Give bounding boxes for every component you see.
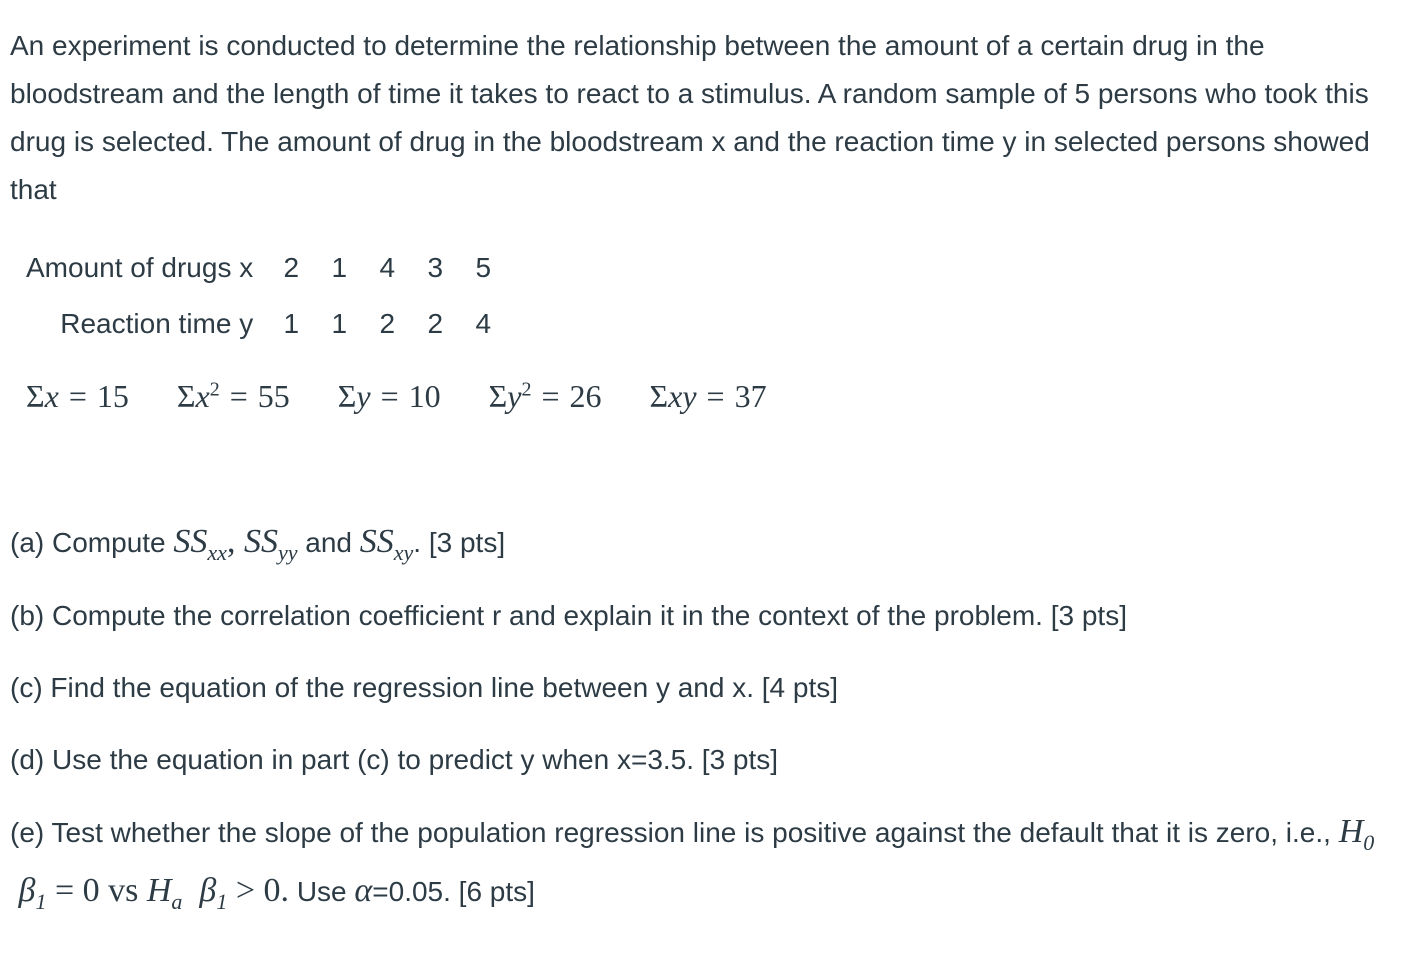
- question-a-suffix: . [3 pts]: [413, 527, 506, 558]
- question-e-use: Use: [289, 875, 355, 907]
- question-e-text: (e) Test whether the slope of the population regression line is positive against the default that it is zero, i.e.,: [10, 817, 1339, 848]
- question-c: (c) Find the equation of the regression line between y and x. [4 pts]: [10, 672, 839, 703]
- sum-x-value: 15: [96, 378, 129, 414]
- question-e-vs: vs: [99, 871, 147, 909]
- alt-hypothesis-formula: $H_a$ $\beta_1 > 0$.: [146, 871, 290, 914]
- alpha-symbol: α: [354, 871, 373, 909]
- data-table: [20, 240, 507, 352]
- table-cell: 4: [379, 252, 396, 283]
- table-cell: 1: [331, 252, 348, 283]
- ss-xx-formula: $SS_{xx}$, $SS_{yy}$: [173, 523, 298, 565]
- table-cell: 1: [331, 308, 348, 339]
- table-cell: 3: [427, 252, 444, 283]
- sum-x-squared: $\Sigma x^2 = 55$: [176, 378, 290, 414]
- question-b: (b) Compute the correlation coefficient r and explain it in the context of the problem. [3 pts]: [10, 600, 1127, 631]
- table-cell: 2: [283, 252, 300, 283]
- sum-y: Σy = 10: [337, 378, 441, 414]
- sum-x-squared-value: 55: [257, 378, 290, 414]
- sum-xy-value: 37: [734, 378, 767, 414]
- table-cell: 2: [427, 308, 444, 339]
- ss-xy-formula: $SS_{xy}$: [359, 523, 414, 565]
- table-cell: 2: [379, 308, 396, 339]
- table-cell: 1: [283, 308, 300, 339]
- question-a: [10, 518, 1400, 577]
- question-d: (d) Use the equation in part (c) to predict y when x=3.5. [3 pts]: [10, 744, 779, 775]
- sum-y-squared-value: 26: [569, 378, 602, 414]
- table-row-y: [20, 296, 507, 352]
- null-hypothesis-formula: $H_0$ $\beta_1 = 0$: [10, 813, 1375, 914]
- sum-y-value: 10: [408, 378, 441, 414]
- table-row-x: [20, 240, 507, 296]
- sum-y-squared: $\Sigma y^2 = 26$: [488, 378, 602, 414]
- question-a-and: and: [297, 527, 360, 558]
- row-label-y: Reaction time y: [60, 308, 254, 339]
- problem-intro: An experiment is conducted to determine the relationship between the amount of a certain drug in the bloodstream and the length of time it takes to react to a stimulus. A random sample of 5 persons who took this drug is selected. The amount of drug in the bloodstream x and the reaction time y in selected persons showed that: [10, 30, 1370, 205]
- summary-sums: [26, 378, 807, 415]
- question-e-alpha: =0.05. [6 pts]: [372, 875, 535, 907]
- question-a-prefix: (a) Compute: [10, 527, 174, 558]
- sum-x: Σx = 15: [26, 378, 129, 414]
- row-label-x: Amount of drugs x: [26, 252, 254, 283]
- table-cell: 4: [475, 308, 492, 339]
- sum-xy: Σxy = 37: [649, 378, 767, 414]
- question-e: [10, 808, 1400, 926]
- table-cell: 5: [475, 252, 492, 283]
